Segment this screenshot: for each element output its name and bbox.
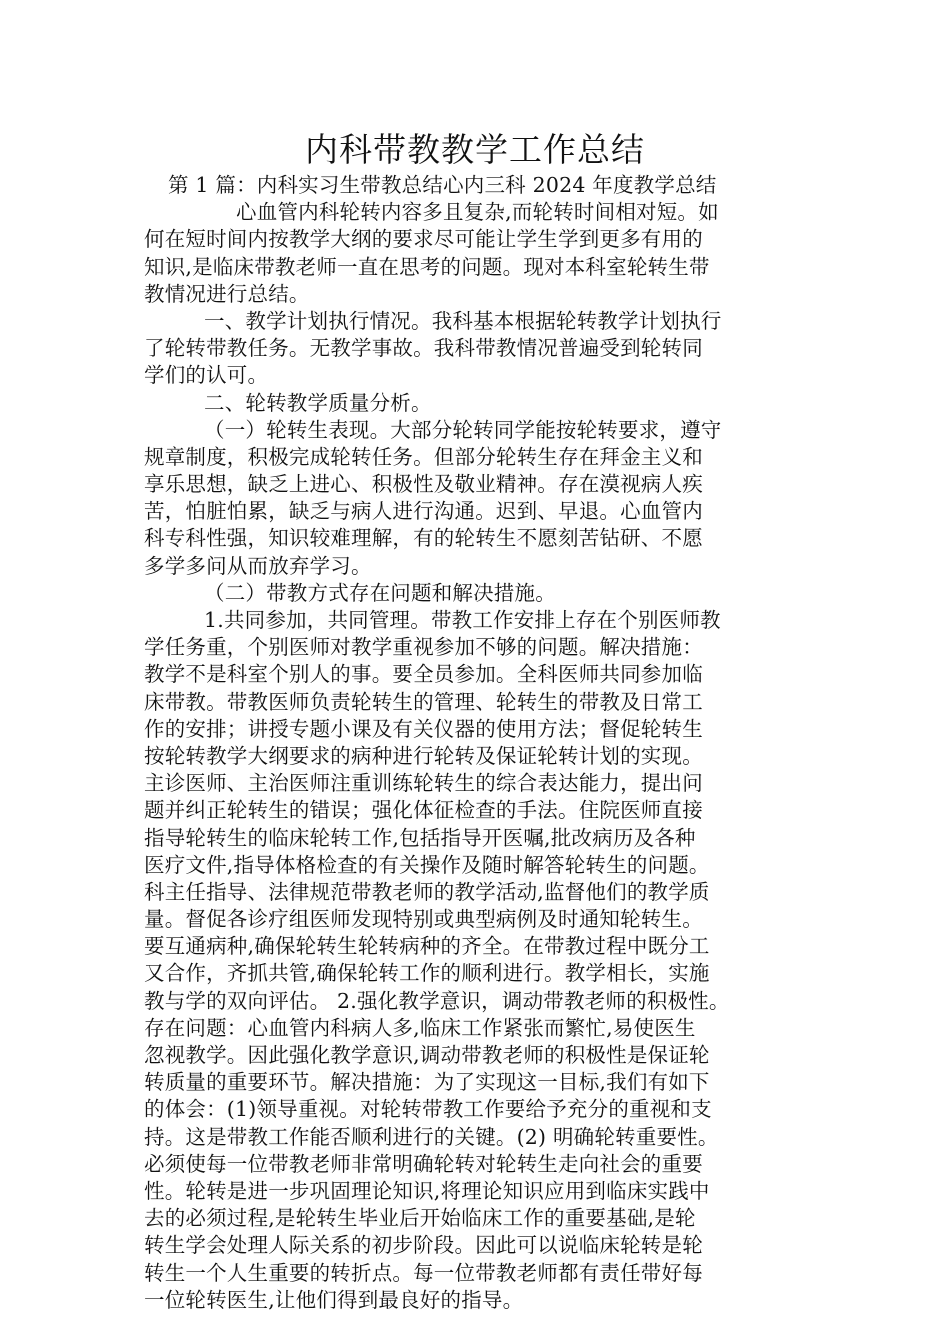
text-line: 按轮转教学大纲要求的病种进行轮转及保证轮转计划的实现。: [144, 743, 703, 768]
text-line: 转生一个人生重要的转折点。每一位带教老师都有责任带好每: [144, 1260, 703, 1285]
text-line: 持。这是带教工作能否顺利进行的关键。(2) 明确轮转重要性。: [144, 1124, 719, 1149]
text-line: 的体会：(1)领导重视。对轮转带教工作要给予充分的重视和支: [144, 1097, 712, 1122]
text-line: 必须使每一位带教老师非常明确轮转对轮转生走向社会的重要: [144, 1151, 703, 1176]
text-line: 医疗文件,指导体格检查的有关操作及随时解答轮转生的问题。: [144, 852, 710, 877]
text-line: 存在问题：心血管内科病人多,临床工作紧张而繁忙,易使医生: [144, 1015, 696, 1040]
text-line: 忽视教学。因此强化教学意识,调动带教老师的积极性是保证轮: [144, 1043, 710, 1067]
text-line: （一）轮转生表现。大部分轮转同学能按轮转要求，遵守: [204, 417, 722, 442]
text-line: 1.共同参加，共同管理。带教工作安排上存在个别医师教: [204, 608, 721, 632]
text-line: 了轮转带教任务。无教学事故。我科带教情况普遍受到轮转同: [144, 336, 703, 361]
text-line: 学任务重，个别医师对教学重视参加不够的问题。解决措施：: [144, 635, 703, 660]
text-line: 科主任指导、法律规范带教老师的教学活动,监督他们的教学质: [144, 879, 710, 904]
text-line: 二、轮转教学质量分析。: [204, 390, 432, 415]
text-line: （二）带教方式存在问题和解决措施。: [204, 580, 556, 605]
text-line: 规章制度，积极完成轮转任务。但部分轮转生存在拜金主义和: [144, 444, 703, 469]
text-line: 多学多问从而放弃学习。: [144, 553, 372, 578]
text-line: 床带教。带教医师负责轮转生的管理、轮转生的带教及日常工: [144, 689, 703, 714]
text-line: 一位轮转医生,让他们得到最良好的指导。: [144, 1287, 524, 1312]
text-line: 转生学会处理人际关系的初步阶段。因此可以说临床轮转是轮: [144, 1233, 703, 1258]
text-line: 性。轮转是进一步巩固理论知识,将理论知识应用到临床实践中: [144, 1178, 710, 1203]
text-line: 苦，怕脏怕累，缺乏与病人进行沟通。迟到、早退。心血管内: [144, 499, 703, 524]
text-line: 主诊医师、主治医师注重训练轮转生的综合表达能力，提出问: [144, 771, 703, 796]
text-line: 知识,是临床带教老师一直在思考的问题。现对本科室轮转生带: [144, 254, 710, 279]
text-line: 何在短时间内按教学大纲的要求尽可能让学生学到更多有用的: [144, 227, 703, 252]
text-line: 科专科性强，知识较难理解，有的轮转生不愿刻苦钻研、不愿: [144, 526, 703, 551]
text-line: 题并纠正轮转生的错误；强化体征检查的手法。住院医师直接: [144, 798, 703, 823]
text-line: 指导轮转生的临床轮转工作,包括指导开医嘱,批改病历及各种: [144, 825, 696, 850]
text-line: 教学不是科室个别人的事。要全员参加。全科医师共同参加临: [144, 662, 703, 687]
text-line: 要互通病种,确保轮转生轮转病种的齐全。在带教过程中既分工: [144, 934, 710, 959]
text-line: 教情况进行总结。: [144, 281, 310, 306]
text-line: 转质量的重要环节。解决措施：为了实现这一目标,我们有如下: [144, 1070, 710, 1095]
text-line: 学们的认可。: [144, 363, 269, 388]
text-line: 作的安排；讲授专题小课及有关仪器的使用方法；督促轮转生: [144, 716, 703, 741]
text-line: 第 1 篇：内科实习生带教总结心内三科 2024 年度教学总结: [168, 173, 717, 197]
text-line: 心血管内科轮转内容多且复杂,而轮转时间相对短。如: [236, 200, 719, 225]
text-line: 量。督促各诊疗组医师发现特别或典型病例及时通知轮转生。: [144, 907, 703, 932]
text-line: 去的必须过程,是轮转生毕业后开始临床工作的重要基础,是轮: [144, 1206, 696, 1231]
text-line: 一、教学计划执行情况。我科基本根据轮转教学计划执行: [204, 308, 722, 333]
document-title: 内科带教教学工作总结: [305, 130, 645, 169]
text-line: 又合作，齐抓共管,确保轮转工作的顺利进行。教学相长，实施: [144, 961, 710, 986]
text-line: 教与学的双向评估。 2.强化教学意识，调动带教老师的积极性。: [144, 988, 730, 1013]
document-body: [144, 172, 822, 1314]
text-line: 享乐思想，缺乏上进心、积极性及敬业精神。存在漠视病人疾: [144, 472, 703, 497]
